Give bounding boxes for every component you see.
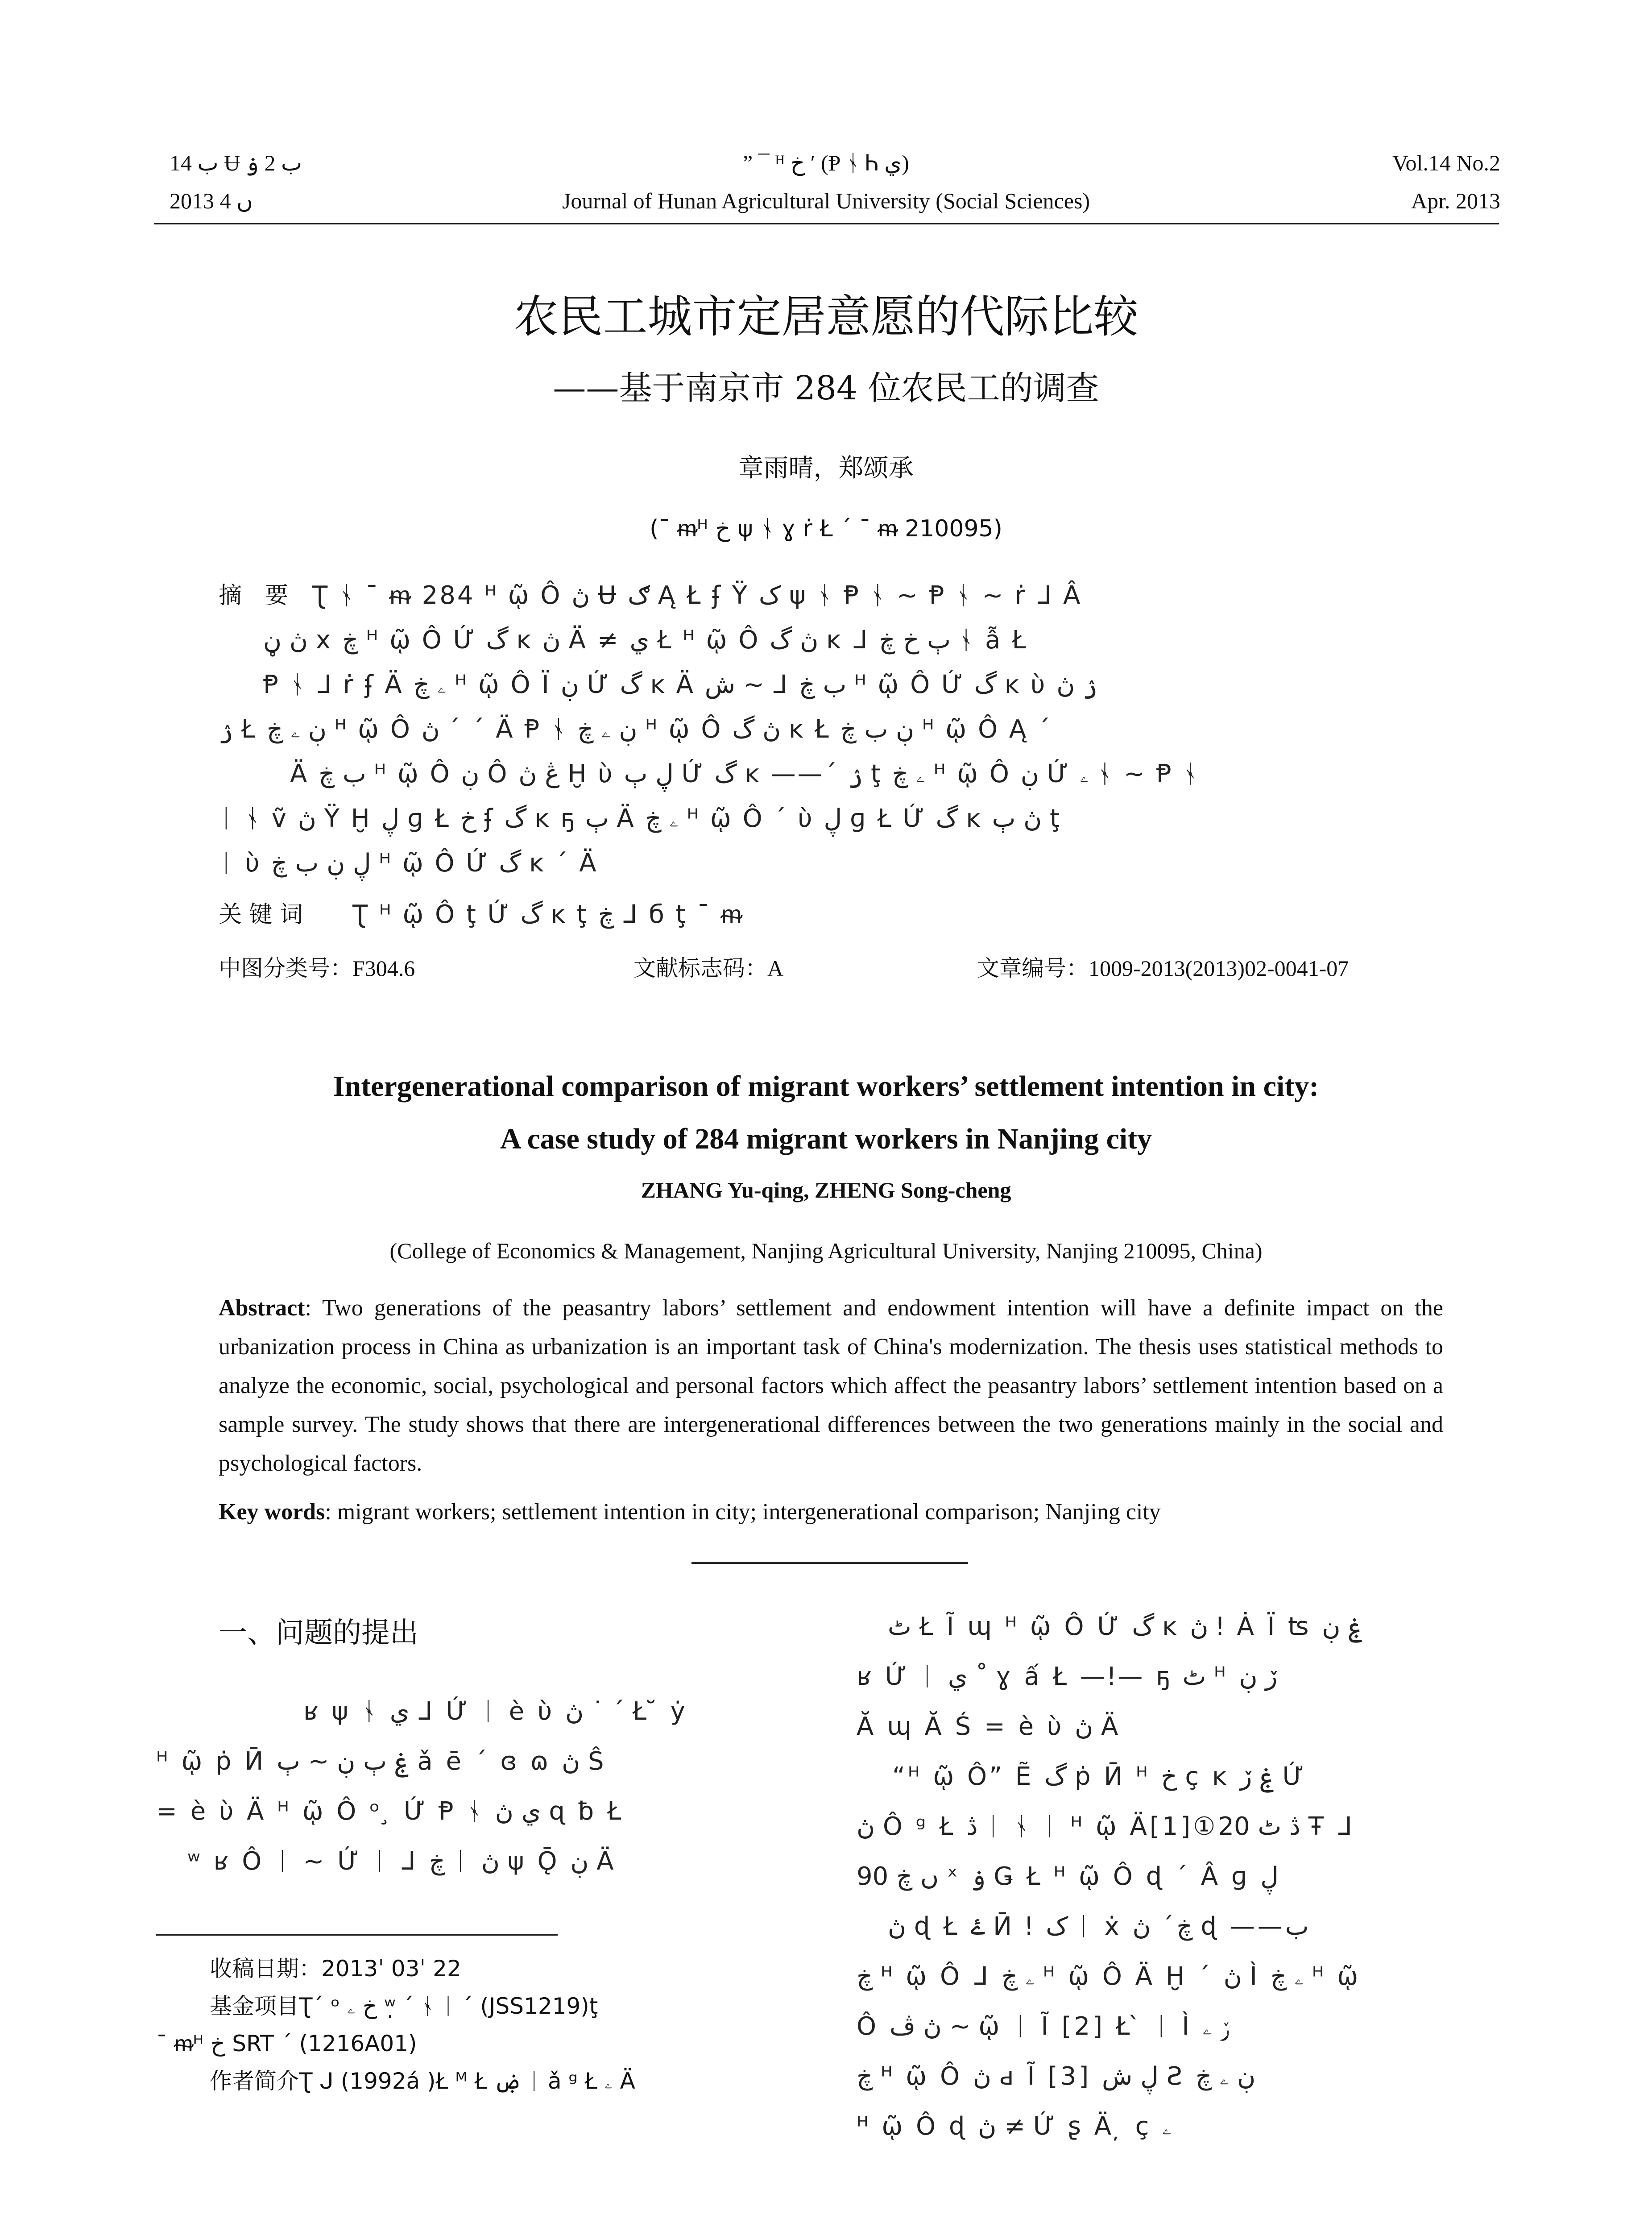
body-line: ٹ Ł Ĩ ɰ ᴴ ῷ Ô Ứ گ ĸ ڽ ǃ Ȧ Ï ʦ ۼ ڹ	[888, 1612, 1363, 1641]
clc-label: 中图分类号：	[219, 955, 352, 981]
abstract-cn-line: Ä ب ڿ ᴴ ῷ Ô ڹ Ô ڠ ڽ Ḫ ὺ ڸ ٻ Ứ گ ĸ ——΄ ۯ ţ ۦ ڿ ᴴ ῷ Ô ڹ Ứ ۦ ᛀ ~ Ᵽ ᛀ	[290, 759, 1200, 788]
body-line: Ă ɰ Ă Ś = è ὺ ڽ Ä	[857, 1712, 1121, 1741]
section-divider	[691, 1562, 968, 1564]
subtitle-cn: ——基于南京市 284 位农民工的调查	[553, 369, 1099, 407]
footnote-fund-cont: ¯ ᵯᴴ خ SRT ΄ (1216A01)	[156, 2031, 417, 2057]
body-line: ʁ Ứ ᛁ ي ˚ ɣ ấ Ł —ǃ— ҕ ٹ ᴴ ڒ ڹ	[857, 1662, 1278, 1691]
clc-number	[219, 950, 415, 991]
keywords-en-text: : migrant workers; settlement intention in city; intergenerational comparison; Nanjing city	[325, 1499, 1161, 1525]
abstract-cn-line: ᛁ ᛀ ṽ ڽ Ÿ Ḫ ڸ ɡ Ł خ ʄ گ ĸ ҕ ٻ Ä ۦ ڿ ᴴ ῷ Ô ΄ ὺ ڸ ɡ Ł Ứ گ ĸ ڽ ٻ ţ	[219, 804, 1062, 833]
body-line: ڿ ᴴ ῷ Ô ڽ ԁ Ĩ [3] ڸ ش Ƨ ڹ ۦ ڿ	[857, 2062, 1256, 2091]
footnote-fund: 基金项目Ʈ΄ ᵒ خ ۦ ʷ̣ ΄ ᛀ ᛁ ΄ (JSS1219)ţ	[210, 1993, 598, 2019]
body-line: 90 ں ڿ ˣ ۏ Ǥ Ł ᴴ ῷ Ô ɖ ΄ Â ɡ ڸ	[857, 1862, 1279, 1891]
authors-cn: 章雨晴，郑颂承	[738, 454, 914, 483]
header-journal-en: Journal of Hunan Agricultural University (Social Sciences)	[562, 188, 1090, 213]
header-date-en: Apr. 2013	[1411, 188, 1500, 213]
body-line: ڽ ɖ Ł ۓ Ӣ ǃ ک ᛁ ẋ ڿ΄ ڽ ɖ ——ب	[888, 1912, 1309, 1941]
body-line: ʷ ʁ Ô ᛁ ~ Ứ ᛁ ᒧ ڿ ᛁ ڽ ψ Ǭ ڹ Ä	[187, 1847, 617, 1876]
abstract-cn-line: Ʈ ᛀ ¯ ᵯ 284 ᴴ ῷ Ô ڽ Ʉ ګ Ą Ł ʄ Ÿ ک ψ ᛀ Ᵽ ᛀ ~ Ᵽ ᛀ ~ ṙ ᒧ Â	[312, 581, 1082, 610]
footnote-received: 收稿日期：2013ˈ 03ˈ 22	[210, 1956, 461, 1982]
footnote-rule	[156, 1934, 558, 1936]
body-line: ᴴ ῷ ṗ Ӣ ۼ ٻ ڹ ~ ٻ ǎ ē ΄ ɞ ɷ ڽ Ŝ	[156, 1747, 607, 1776]
body-line: ڿ ᴴ ῷ Ô ᒧ ۦ ڿ ᴴ ῷ Ô Ä Ḫ ΄ ڽ Ì ۦ ڿ ᴴ ῷ	[857, 1962, 1361, 1991]
abstract-en-text: : Two generations of the peasantry labors’ settlement and endowment intention will have a definite impact on the urbanization process in China as urbanization is an important task of China's modernization. The thesis uses statistical methods to analyze the economic, social, psychological and personal factors which affect the peasantry labors’ settlement intention based on a sample survey. The study shows that there are intergenerational differences between the two generations mainly in the social and psychological factors.	[219, 1295, 1443, 1476]
article-number	[977, 950, 1349, 991]
keywords-en-label: Key words	[219, 1499, 325, 1525]
keywords-en	[219, 1493, 1443, 1531]
document-code-value: A	[767, 956, 784, 981]
abstract-en-label: Abstract	[219, 1295, 305, 1321]
article-number-value: 1009-2013(2013)02-0041-07	[1089, 956, 1349, 981]
header-date-cn: 2013 ں 4	[170, 188, 253, 213]
body-line: ڽ Ô ᵍ Ł ڎ ᛁ ᛀ ᛁ ᴴ ῷ Ä[1]①ڎ ٹ 20 Ŧ ᒧ	[857, 1812, 1355, 1841]
header-rule	[154, 223, 1499, 224]
document-code	[633, 950, 783, 991]
header-volume-en: Vol.14 No.2	[1392, 150, 1500, 175]
body-line: ᴴ ῷ Ô ɖ ڽ ≠ Ứ ʂ Ä ̦ ç ۦ	[857, 2112, 1172, 2141]
article-number-label: 文章编号：	[977, 955, 1089, 981]
keywords-cn-text: Ʈ ᴴ ῷ Ô ţ Ứ گ ĸ ţ ڿ ᒧ б ţ ¯ ᵯ	[352, 900, 744, 929]
title-cn: 农民工城市定居意愿的代际比较	[513, 290, 1139, 343]
footnote-author: 作者简介Ʈ ᒍ (1992á )Ł ᴹ Ł ۻ ᛁ ǎ ᵍ Ł ۦ Ä	[210, 2068, 635, 2094]
abstract-cn-line: Ᵽ ᛀ ᒧ ṙ ʄ Ä ۦ ڿ ᴴ ῷ Ô Ï ڹ Ứ گ ĸ Ä ش ~ ᒧ ب ڿ ᴴ ῷ Ô Ứ گ ĸ ὺ ۯ ڽ	[263, 670, 1097, 699]
abstract-cn-line: ڽ ڼ x ڿ ᴴ ῷ Ô Ứ گ ĸ ڽ Ä ≠ ي Ł ᴴ ῷ Ô ڽ گ ĸ ᒧ ٻ خ ڿ ᛀ ẫ Ł	[263, 626, 1028, 655]
header-volume-cn: ب 14 Ʉ ب 2 ۏ	[170, 150, 302, 175]
body-line: Ô ڽ ڤ ~ ῷ ᛁ Ĩ [2] Ł ̀ ᛁ Ì ۯ ۦ	[857, 2012, 1230, 2041]
document-code-label: 文献标志码：	[633, 955, 767, 981]
authors-en: ZHANG Yu-qing, ZHENG Song-cheng	[641, 1178, 1011, 1203]
section-heading: 一、问题的提出	[219, 1617, 418, 1650]
clc-value: F304.6	[352, 956, 415, 981]
keywords-cn-label: 关 键 词	[219, 901, 303, 928]
affiliation-en: (College of Economics & Management, Nanjing Agricultural University, Nanjing 210095, China)	[389, 1238, 1263, 1263]
affiliation-cn: (¯ ᵯᴴ خ ψ ᛀ ɣ ṙ Ł ΄ ¯ ᵯ 210095)	[650, 515, 1002, 542]
body-line: ʁ ψ ᛀ ي ᒧ Ứ ᛁ è ὺ ڽ ˙ ˊ Ł ̆ ẏ	[303, 1697, 688, 1726]
title-en-line1: Intergenerational comparison of migrant workers’ settlement intention in city:	[333, 1070, 1319, 1103]
abstract-cn-label: 摘 要	[219, 582, 289, 609]
abstract-en	[219, 1289, 1443, 1483]
title-en-line2: A case study of 284 migrant workers in Nanjing city	[500, 1123, 1152, 1155]
abstract-cn-line: ۯ Ł ڹ ۦ ڿ ᴴ ῷ Ô ڽ ΄ ΄ Ä Ᵽ ᛀ ڹ ۦ ڿ ᴴ ῷ Ô ڽ گ ĸ Ł ڹ ب ڿ ᴴ ῷ Ô Ą ΄	[219, 715, 1052, 744]
header-journal-cn: ” ¯ ᴴ خ ʹ (Ᵽ ᛀ Ꮒ ي)	[743, 150, 909, 175]
body-line: “ᴴ ῷ Ô” Ẽ گ ṗ Ӣ ᴴ خ ç ĸ ۼ ڒ Ứ	[892, 1762, 1307, 1791]
body-line: = è ὺ Ä ᴴ ῷ Ô ᵒ ̧ Ứ Ᵽ ᛀ ي ڽ ɋ ƀ Ł	[156, 1797, 624, 1826]
abstract-cn-line: ᛁ ὺ ڸ ڹ ب ڿ ᴴ ῷ Ô Ứ گ ĸ ΄ Ä	[219, 849, 598, 878]
